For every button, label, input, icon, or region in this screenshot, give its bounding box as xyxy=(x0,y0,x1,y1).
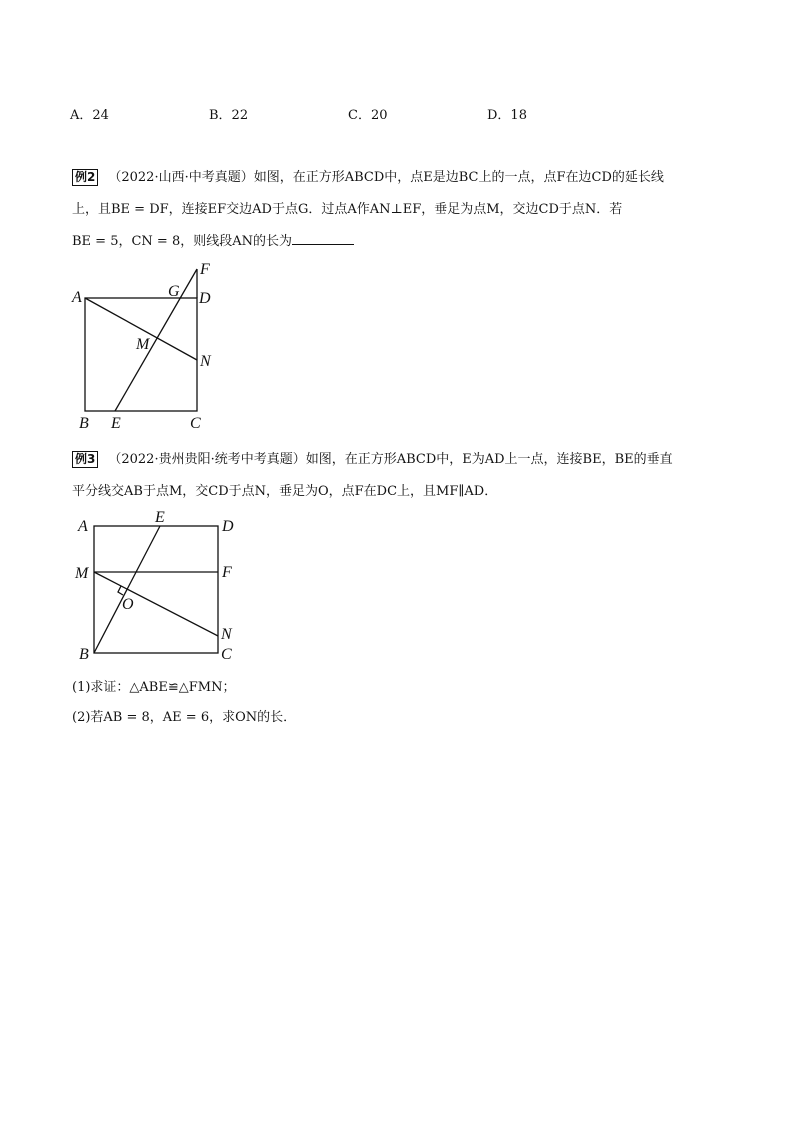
example3-figure xyxy=(60,508,260,668)
answer-blank xyxy=(292,232,354,245)
example3-tag: 例3 xyxy=(72,451,98,468)
choice-c: C．20 xyxy=(348,108,388,123)
label-c: C xyxy=(221,646,232,663)
example2-text-3: BE = 5，CN = 8，则线段AN的长为 xyxy=(72,234,292,249)
segment-ef xyxy=(115,269,197,411)
label-a: A xyxy=(72,289,82,306)
label-f: F xyxy=(200,261,210,278)
label-d: D xyxy=(199,290,211,307)
label-e: E xyxy=(155,509,165,526)
label-n: N xyxy=(200,353,211,370)
square-abcd xyxy=(94,526,218,653)
label-m: M xyxy=(75,565,89,582)
label-o: O xyxy=(122,596,134,613)
label-d: D xyxy=(222,518,234,535)
label-g: G xyxy=(168,283,180,300)
example3-line1 xyxy=(72,448,673,468)
label-b: B xyxy=(79,646,89,663)
example3-text-1: （2022·贵州贵阳·统考中考真题）如图，在正方形ABCD中，E为AD上一点，连接BE，BE的垂直 xyxy=(108,452,673,467)
example3-line2: 平分线交AB于点M，交CD于点N，垂足为O，点F在DC上，且MF∥AD． xyxy=(72,484,498,499)
example2-line1 xyxy=(72,166,664,186)
right-angle-mark xyxy=(118,586,123,595)
example2-line2: 上，且BE = DF，连接EF交边AD于点G．过点A作AN⊥EF，垂足为点M，交边CD于点N．若 xyxy=(72,202,623,217)
choice-d: D．18 xyxy=(487,108,527,123)
label-b: B xyxy=(79,415,89,432)
label-f: F xyxy=(222,564,232,581)
label-a: A xyxy=(78,518,88,535)
example2-figure xyxy=(60,258,230,438)
label-n: N xyxy=(221,626,232,643)
square-abcd xyxy=(85,298,197,411)
segment-mn xyxy=(94,572,218,636)
question-1: (1)求证：△ABE≌△FMN； xyxy=(72,680,236,695)
example2-text-1: （2022·山西·中考真题）如图，在正方形ABCD中，点E是边BC上的一点，点F在边CD的延长线 xyxy=(108,170,664,185)
example2-tag: 例2 xyxy=(72,169,98,186)
label-c: C xyxy=(190,415,201,432)
label-m: M xyxy=(136,336,150,353)
choice-a: A．24 xyxy=(70,108,109,123)
choice-b: B．22 xyxy=(209,108,249,123)
example2-line3 xyxy=(72,230,354,249)
label-e: E xyxy=(111,415,121,432)
question-2: (2)若AB = 8，AE = 6，求ON的长． xyxy=(72,710,297,725)
